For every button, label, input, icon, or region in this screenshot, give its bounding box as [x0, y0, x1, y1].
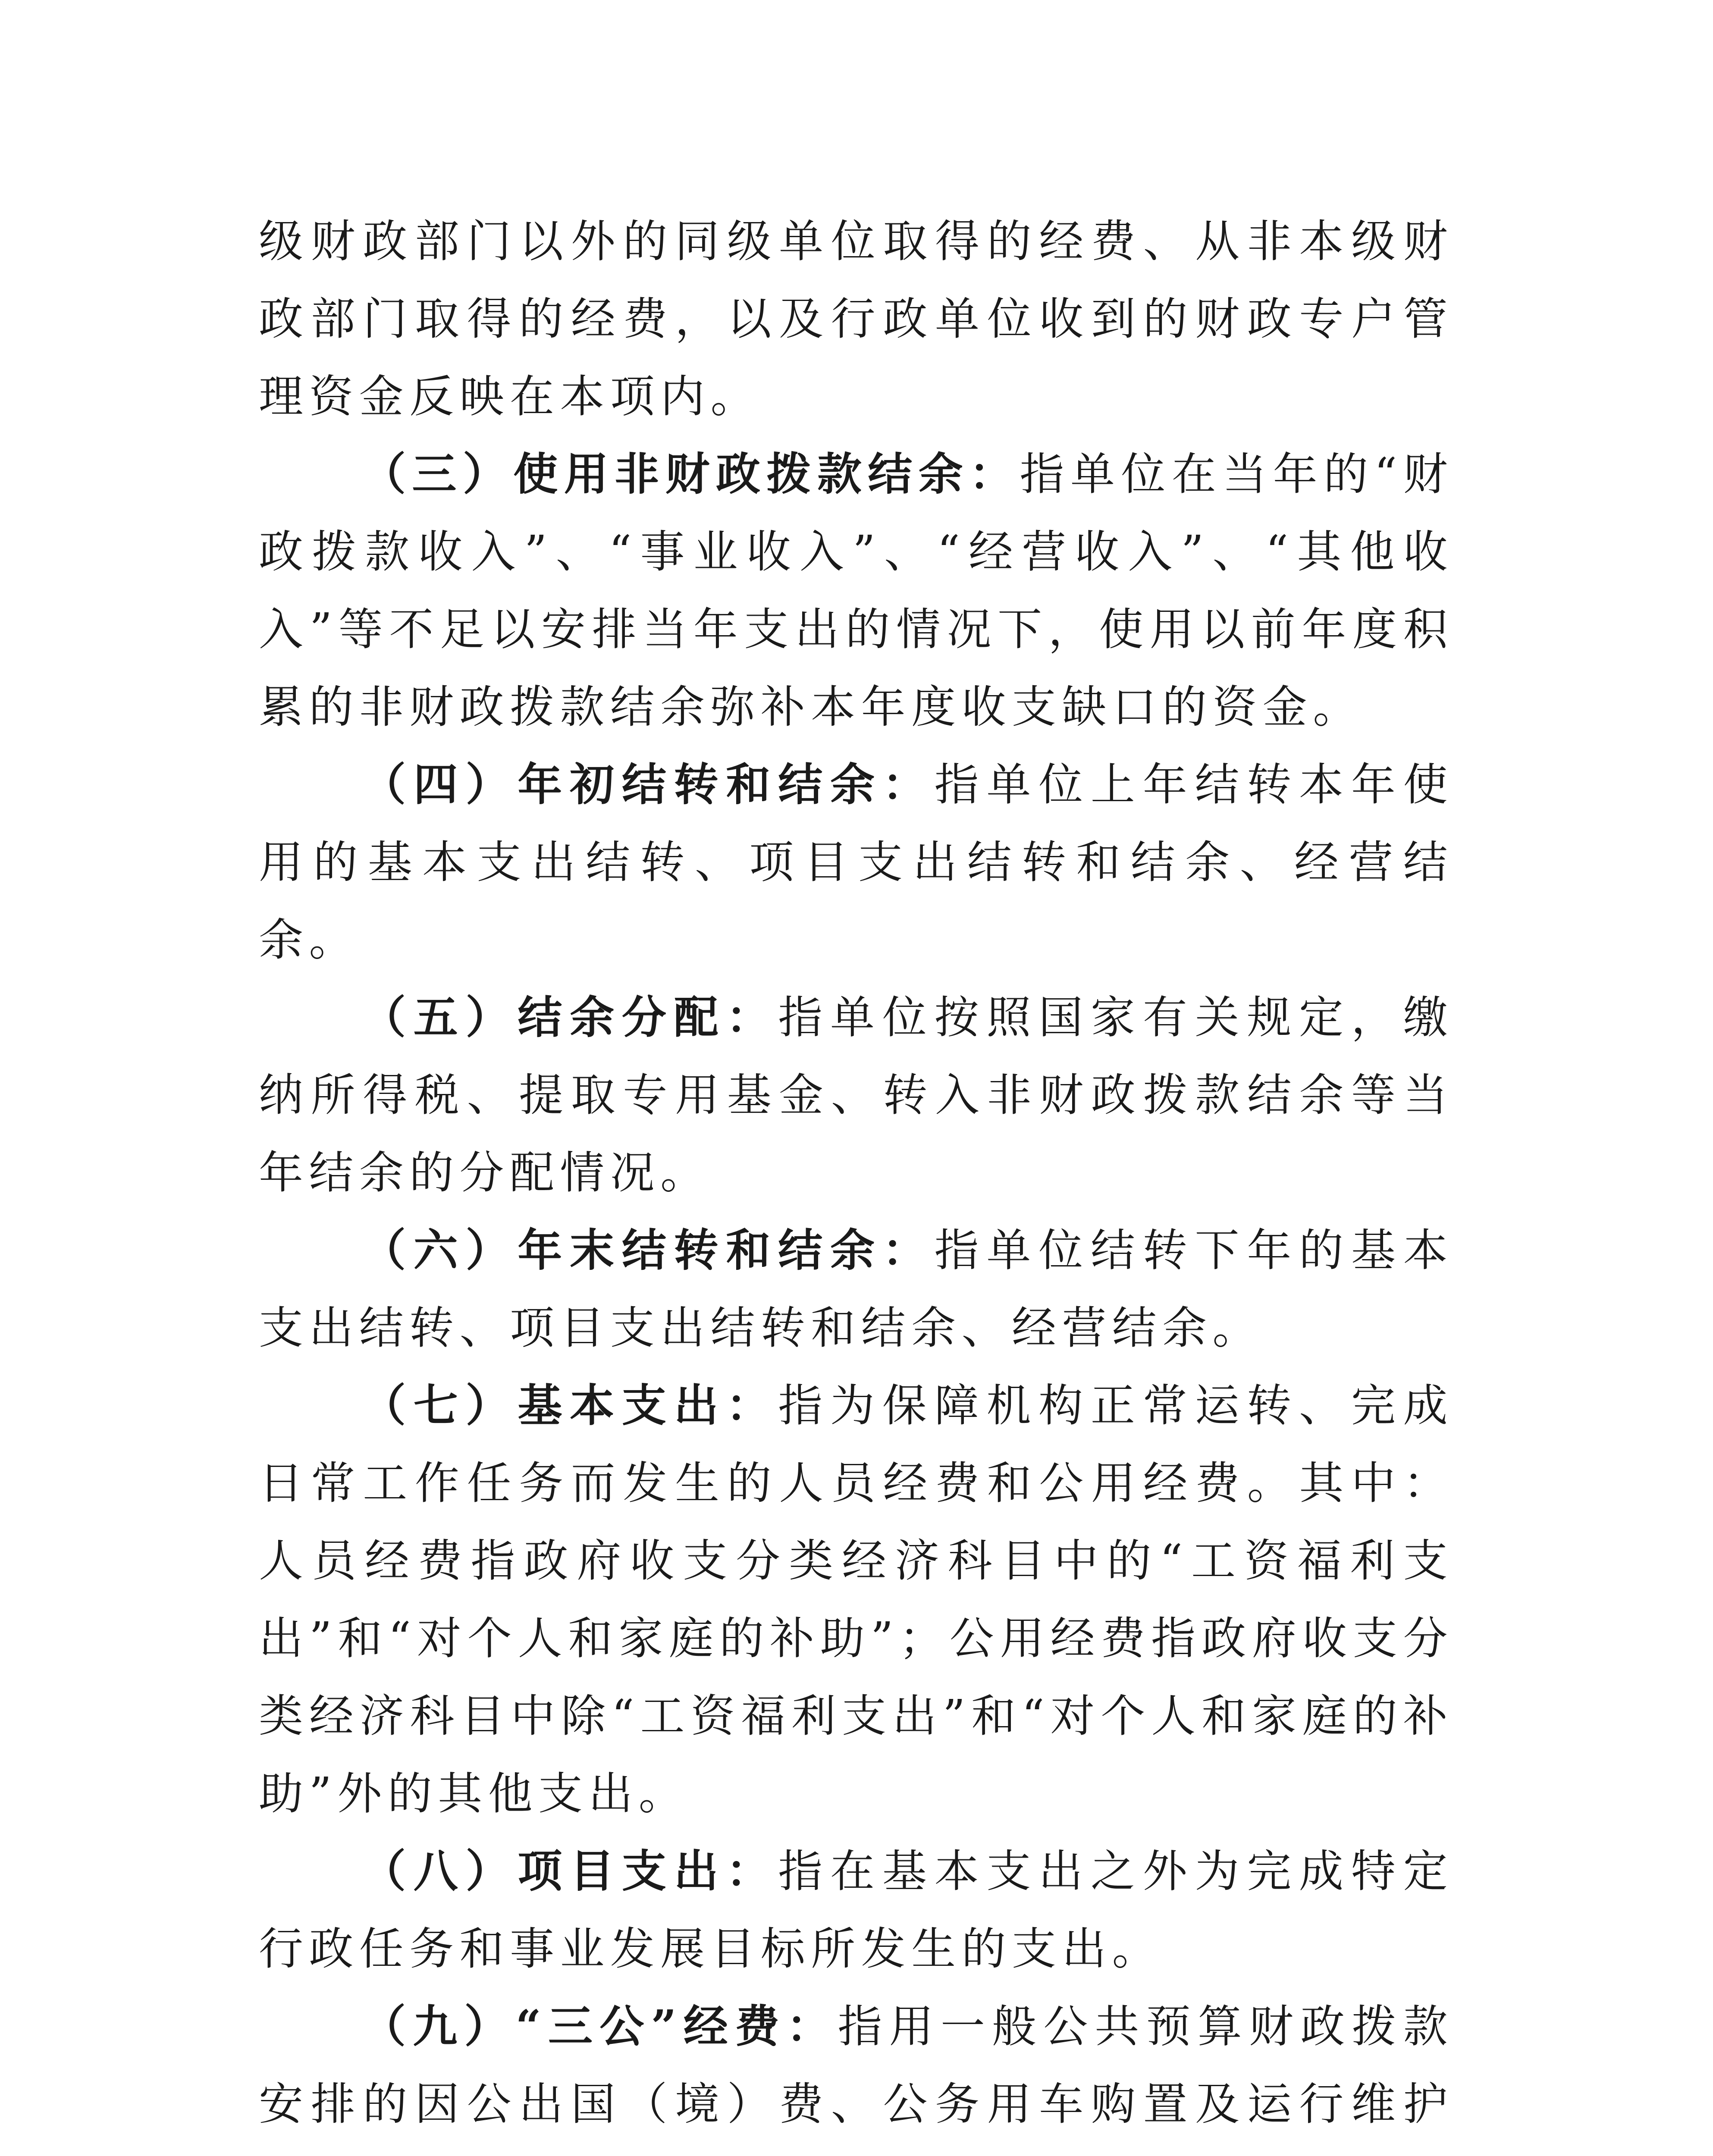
paragraph-item-7	[259, 1367, 1453, 1833]
paragraph-text: 指单位上年结转本年使用的基本支出结转、项目支出结转和结余、经营结余。	[259, 759, 1453, 966]
paragraph-item-5	[259, 979, 1453, 1212]
paragraph-item-6	[259, 1212, 1453, 1367]
paragraph-term: （四）年初结转和结余：	[361, 758, 935, 811]
paragraph-text: 级财政部门以外的同级单位取得的经费、从非本级财政部门取得的经费，以及行政单位收到的财政专户管理资金反映在本项内。	[259, 216, 1453, 423]
paragraph-text: 指单位按照国家有关规定，缴纳所得税、提取专用基金、转入非财政拨款结余等当年结余的分配情况。	[259, 992, 1453, 1199]
paragraph-text: 指在基本支出之外为完成特定行政任务和事业发展目标所发生的支出。	[259, 1846, 1453, 1975]
paragraph-term: （八）项目支出：	[361, 1845, 778, 1897]
paragraph-term: （五）结余分配：	[361, 991, 778, 1044]
paragraph-text: 指用一般公共预算财政拨款安排的因公出国（境）费、公务用车购置及运行维护	[259, 2001, 1453, 2130]
paragraph-text: 指单位在当年的“财政拨款收入”、“事业收入”、“经营收入”、“其他收入”等不足以安排当年支出的情况下，使用以前年度积累的非财政拨款结余弥补本年度收支缺口的资金。	[259, 448, 1453, 733]
paragraph-text: 指单位结转下年的基本支出结转、项目支出结转和结余、经营结余。	[259, 1225, 1453, 1354]
paragraph-text: 指为保障机构正常运转、完成日常工作任务而发生的人员经费和公用经费。其中：人员经费指政府收支分类经济科目中的“工资福利支出”和“对个人和家庭的补助”；公用经费指政府收支分类经济科目中除“工资福利支出”和“对个人和家庭的补助”外的其他支出。	[259, 1380, 1453, 1820]
paragraph-term: （九）“三公”经费：	[361, 2000, 838, 2053]
paragraph-term: （七）基本支出：	[361, 1379, 778, 1432]
paragraph-term: （六）年末结转和结余：	[361, 1224, 935, 1276]
paragraph-continuation	[259, 203, 1453, 436]
paragraph-item-4	[259, 746, 1453, 979]
body-text	[259, 203, 1453, 2156]
paragraph-item-8	[259, 1833, 1453, 1988]
paragraph-term: （三）使用非财政拨款结余：	[361, 448, 1020, 500]
paragraph-item-3	[259, 436, 1453, 746]
paragraph-item-9	[259, 1988, 1453, 2156]
